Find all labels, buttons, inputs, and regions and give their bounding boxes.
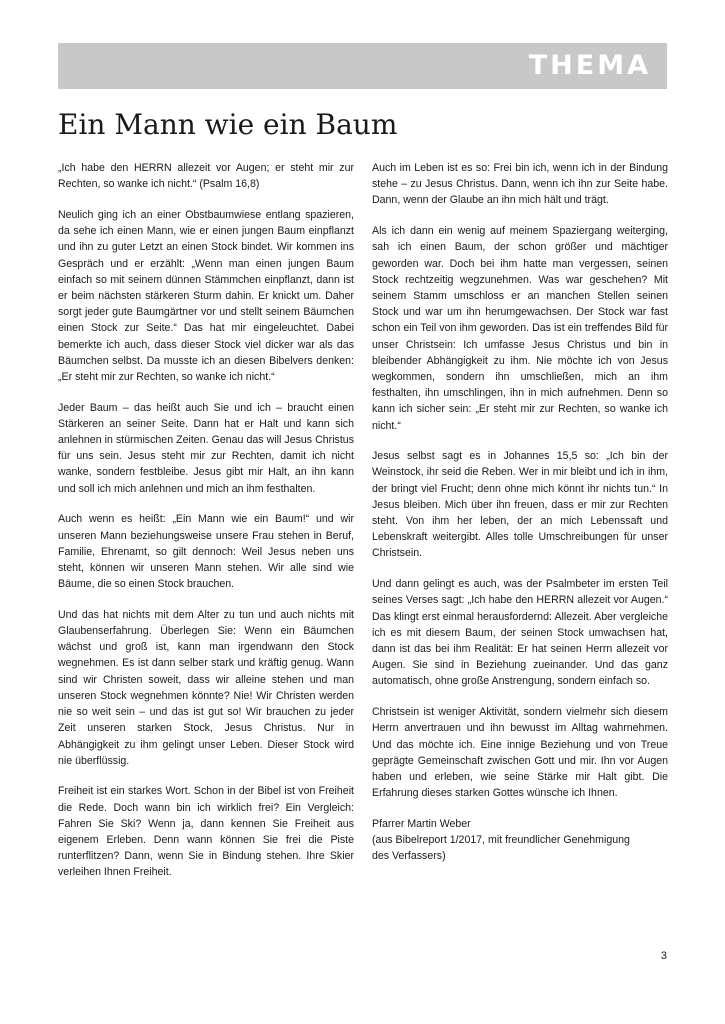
paragraph: Als ich dann ein wenig auf meinem Spaziergang weiterging, sah ich einen Baum, der schon größer und mächtiger geworden war. Doch bei ihm hatte man vergessen, seinen Stock rechtzeitig wegzunehmen. Was war geschehen? Mit seinem Stamm umschloss er an manchen Stellen seinen Stock und war um ihn herumgewachsen. Der Stock war fast schon ein Teil von ihm geworden. Das ist ein treffendes Bild für unser Christsein: Ich umfasse Jesus Christus und bin in bleibender Abhängigkeit zu ihm. Nie möchte ich von Jesus wegkommen, sondern ihn umschließen, mich an ihm festhalten, ihn umschlingen, ihn in mich aufnehmen. Denn so kann ich sicher sein: „Er steht mir zur Rechten, so wanke ich nicht.“	[372, 225, 668, 432]
author-name: Pfarrer Martin Weber	[372, 817, 471, 830]
paragraph: Jeder Baum – das heißt auch Sie und ich – braucht einen Stärkeren an seiner Seite. Dann hat er Halt und kann sich anlehnen in stürmischen Zeiten. Genau das will Jesus Christus für uns sein. Jesus steht mir zur Rechten, damit ich nicht wanke, sondern festbleibe. Jesus gibt mir Halt, an ihn kann und soll ich mich anlehnen und mich an ihm festhalten.	[58, 401, 354, 495]
section-label: THEMA	[528, 50, 651, 81]
paragraph: Auch im Leben ist es so: Frei bin ich, wenn ich in der Bindung stehe – zu Jesus Christus. Dann, wenn ich ihn zur Seite habe. Dann, wenn der Glaube an ihn mich hält und trägt.	[372, 162, 668, 207]
paragraph-bible-quote: „Ich habe den HERRN allezeit vor Augen; er steht mir zur Rechten, so wanke ich nicht.“ (Psalm 16,8)	[58, 162, 354, 191]
section-banner	[58, 43, 667, 89]
paragraph: Neulich ging ich an einer Obstbaumwiese entlang spazieren, da sehe ich einen Mann, wie er einen jungen Baum einpflanzt und ihn zu guter Letzt an einen Stock bindet. Wir kommen ins Gespräch und er erzählt: „Wenn man einen jungen Baum einfach so mit seinem dünnen Stämmchen einpflanzt, dann ist er beim nächsten stärkeren Sturm dahin. Er knickt um. Daher sorgt jeder gute Baumgärtner vor und stellt seinem Bäumchen einen Stock zur Seite.“ Das hat mir eingeleuchtet. Dabei bemerkte ich auch, dass dieser Stock viel dicker war als das Bäumchen selbst. Da musste ich an diesen Bibelvers denken: „Er steht mir zur Rechten, so wanke ich nicht.“	[58, 208, 354, 383]
source-note: des Verfassers)	[372, 850, 446, 863]
paragraph: Auch wenn es heißt: „Ein Mann wie ein Baum!“ und wir unseren Mann beziehungsweise unsere Frau stehen in Beruf, Familie, Ehrenamt, so gilt dennoch: Weil Jesus neben uns steht, können wir unseren Mann stehen. Wir alle sind wie Bäume, die so einen Stock brauchen.	[58, 513, 354, 591]
left-column	[58, 160, 354, 895]
author-signature	[372, 816, 668, 865]
paragraph: Freiheit ist ein starkes Wort. Schon in der Bibel ist von Freiheit die Rede. Doch wann bin ich wirklich frei? Ein Vergleich: Fahren Sie Ski? Wenn ja, dann kennen Sie Freiheit aus eigenem Erleben. Denn wann können Sie frei die Piste runterflitzen? Dann, wenn Sie in Bindung stehen. Ihre Skier verleihen Ihnen Freiheit.	[58, 785, 354, 879]
right-column	[372, 160, 668, 864]
paragraph: Jesus selbst sagt es in Johannes 15,5 so: „Ich bin der Weinstock, ihr seid die Reben. Wer in mir bleibt und ich in ihm, der bringt viel Frucht; denn ohne mich könnt ihr nichts tun.“ In Jesus bleiben. Mich über ihn freuen, dass er mir zur Rechten steht. Von ihm her leben, der an mich Lebenssaft und Lebenskraft weitergibt. Alles tolle Umschreibungen für unser Christsein.	[372, 450, 668, 560]
paragraph: Christsein ist weniger Aktivität, sondern vielmehr sich diesem Herrn anvertrauen und ihn bewusst im Alltag wahrnehmen. Und das möchte ich. Eine innige Beziehung und von Treue geprägte Gemeinschaft zwischen Gott und mir. Ihn vor Augen haben und erleben, wie seine Stärke mir Halt gibt. Die Erfahrung dieses starken Gottes wünsche ich Ihnen.	[372, 706, 668, 800]
paragraph: Und dann gelingt es auch, was der Psalmbeter im ersten Teil seines Verses sagt: „Ich habe den HERRN allezeit vor Augen.“ Das klingt erst einmal herausfordernd: Allezeit. Aber vergleiche ich es mit diesem Baum, der seinen Stock umwachsen hat, dann ist das bei ihm Realität: Er hat seinen Herrn allezeit vor Augen. Sie sind in Beziehung zueinander. Und das ganz automatisch, ohne große Anstrengung, sondern einfach so.	[372, 578, 668, 688]
article-title: Ein Mann wie ein Baum	[58, 108, 398, 141]
paragraph: Und das hat nichts mit dem Alter zu tun und auch nichts mit Glaubenserfahrung. Überlegen Sie: Wenn ein Bäumchen wächst und groß ist, kann man irgendwann den Stock wegnehmen. Es ist dann selber stark und kräftig genug. Wann sind wir Christen soweit, dass wir alleine stehen und man unseren Stock wegnehmen könnte? Nie! Wir Christen werden nie so weit sein – und das ist gut so! Wir brauchen zu jeder Zeit unseren starken Stock, Jesus Christus. Nur in Abhängigkeit zu ihm gelingt unser Leben. Dieser Stock wird nie überflüssig.	[58, 608, 354, 767]
source-note: (aus Bibelreport 1/2017, mit freundlicher Genehmigung	[372, 834, 630, 847]
page-number: 3	[660, 950, 667, 962]
